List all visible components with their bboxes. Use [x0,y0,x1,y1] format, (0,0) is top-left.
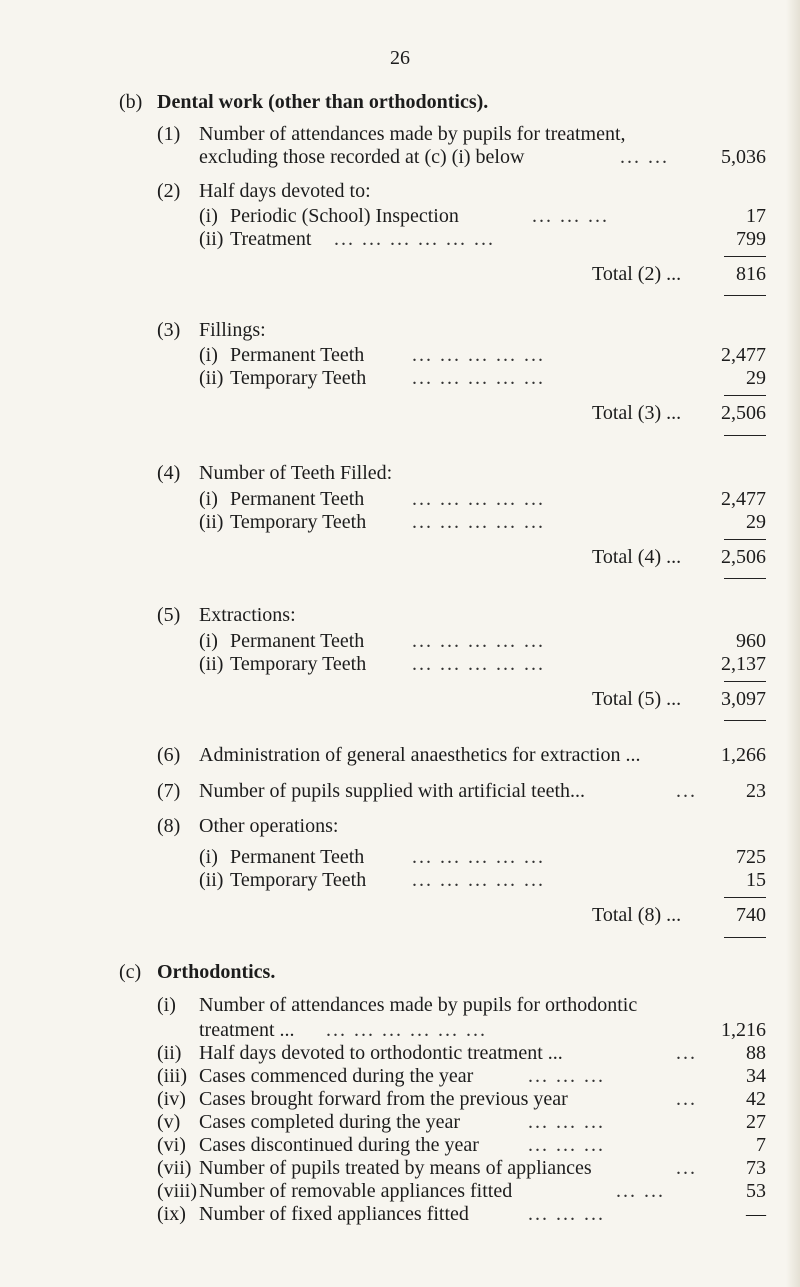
item-2-row-2-label: Treatment [230,228,312,250]
ortho-row-9-number: (ix) [157,1203,186,1225]
ortho-row-5-dots: ... ... ... [528,1111,605,1133]
item-2-heading: Half days devoted to: [199,180,371,202]
item-5-total-rule [724,681,766,682]
item-3-row-1-number: (i) [199,344,218,366]
ortho-row-4-value: 42 [746,1088,766,1110]
item-8-row-1-value: 725 [736,846,766,868]
item-6-number: (6) [157,744,181,766]
ortho-row-8-dots: ... ... [616,1180,665,1202]
item-4-total-value: 2,506 [721,546,766,568]
item-3-number: (3) [157,319,181,341]
item-5-total-value: 3,097 [721,688,766,710]
item-3-row-2-number: (ii) [199,367,224,389]
ortho-row-7-dots: ... [676,1157,697,1179]
item-8-total-underline [724,937,766,938]
item-2-total-label: Total (2) ... [592,263,682,285]
ortho-row-7-value: 73 [746,1157,766,1179]
item-1-number: (1) [157,123,181,145]
item-4-heading: Number of Teeth Filled: [199,462,393,484]
ortho-row-6-value: 7 [756,1134,766,1156]
item-6-value: 1,266 [721,744,766,766]
section-c-label: (c) [119,961,142,983]
item-4-row-1-label: Permanent Teeth [230,488,365,510]
item-2-row-1-number: (i) [199,205,218,227]
item-5-row-2-dots: ... ... ... ... ... [412,653,545,675]
ortho-row-2-dots: ... [676,1042,697,1064]
item-8-total-label: Total (8) ... [592,904,682,926]
item-8-heading: Other operations: [199,815,339,837]
item-4-total-label: Total (4) ... [592,546,682,568]
item-3-row-1-value: 2,477 [721,344,766,366]
item-4-row-2-dots: ... ... ... ... ... [412,511,545,533]
item-4-row-1-number: (i) [199,488,218,510]
section-b-title: Dental work (other than orthodontics). [157,91,489,113]
item-4-row-1-dots: ... ... ... ... ... [412,488,545,510]
ortho-row-1-value: 1,216 [721,1019,766,1041]
item-2-total-value: 816 [736,263,766,285]
ortho-row-2-label: Half days devoted to orthodontic treatment ... [199,1042,563,1064]
ortho-row-1-label: Number of attendances made by pupils for orthodontic [199,994,638,1016]
item-7-value: 23 [746,780,766,802]
ortho-row-7-number: (vii) [157,1157,192,1179]
ortho-row-9-dots: ... ... ... [528,1203,605,1225]
item-5-row-2-number: (ii) [199,653,224,675]
item-2-row-1-label: Periodic (School) Inspection [230,205,459,227]
ortho-row-9-value: — [746,1203,766,1225]
ortho-row-3-dots: ... ... ... [528,1065,605,1087]
ortho-row-5-value: 27 [746,1111,766,1133]
item-8-row-1-number: (i) [199,846,218,868]
item-5-row-1-dots: ... ... ... ... ... [412,630,545,652]
ortho-row-4-dots: ... [676,1088,697,1110]
item-5-heading: Extractions: [199,604,296,626]
item-5-row-1-value: 960 [736,630,766,652]
item-8-row-2-value: 15 [746,869,766,891]
page-edge-shadow [786,0,800,1287]
item-4-number: (4) [157,462,181,484]
item-3-row-1-label: Permanent Teeth [230,344,365,366]
item-8-row-2-dots: ... ... ... ... ... [412,869,545,891]
item-8-number: (8) [157,815,181,837]
item-8-total-value: 740 [736,904,766,926]
item-3-row-2-dots: ... ... ... ... ... [412,367,545,389]
item-4-total-rule [724,539,766,540]
item-5-row-1-number: (i) [199,630,218,652]
ortho-row-6-dots: ... ... ... [528,1134,605,1156]
ortho-row-2-number: (ii) [157,1042,182,1064]
item-3-total-value: 2,506 [721,402,766,424]
ortho-row-8-value: 53 [746,1180,766,1202]
item-8-row-1-dots: ... ... ... ... ... [412,846,545,868]
item-3-total-label: Total (3) ... [592,402,682,424]
item-4-row-1-value: 2,477 [721,488,766,510]
ortho-row-9-label: Number of fixed appliances fitted [199,1203,469,1225]
item-5-row-2-value: 2,137 [721,653,766,675]
item-3-total-rule [724,395,766,396]
item-1-leader-dots: ... ... [620,146,669,168]
item-2-row-2-dots: ... ... ... ... ... ... [334,228,495,250]
ortho-row-3-label: Cases commenced during the year [199,1065,474,1087]
item-3-heading: Fillings: [199,319,266,341]
ortho-row-5-label: Cases completed during the year [199,1111,461,1133]
ortho-row-4-number: (iv) [157,1088,186,1110]
item-8-row-2-number: (ii) [199,869,224,891]
item-2-number: (2) [157,180,181,202]
item-4-total-underline [724,578,766,579]
item-6-label: Administration of general anaesthetics for extraction ... [199,744,641,766]
ortho-row-1-number: (i) [157,994,176,1016]
ortho-row-3-value: 34 [746,1065,766,1087]
ortho-row-1-dots: ... ... ... ... ... ... [326,1019,487,1041]
item-2-total-rule [724,256,766,257]
item-1-label-line2: excluding those recorded at (c) (i) below [199,146,525,168]
item-7-number: (7) [157,780,181,802]
ortho-row-4-label: Cases brought forward from the previous year [199,1088,568,1110]
ortho-row-8-label: Number of removable appliances fitted [199,1180,513,1202]
ortho-row-3-number: (iii) [157,1065,187,1087]
item-1-label-line1: Number of attendances made by pupils for treatment, [199,123,626,145]
item-5-total-label: Total (5) ... [592,688,682,710]
ortho-row-7-label: Number of pupils treated by means of appliances [199,1157,592,1179]
item-2-row-2-value: 799 [736,228,766,250]
item-8-total-rule [724,897,766,898]
ortho-row-6-label: Cases discontinued during the year [199,1134,479,1156]
item-2-row-2-number: (ii) [199,228,224,250]
item-3-total-underline [724,435,766,436]
section-c-title: Orthodontics. [157,961,276,983]
item-1-value: 5,036 [721,146,766,168]
ortho-row-2-value: 88 [746,1042,766,1064]
item-4-row-2-number: (ii) [199,511,224,533]
item-7-label: Number of pupils supplied with artificial teeth... [199,780,586,802]
item-8-row-2-label: Temporary Teeth [230,869,367,891]
item-3-row-2-value: 29 [746,367,766,389]
page-number: 26 [390,47,410,69]
ortho-row-1-label-line2: treatment ... [199,1019,295,1041]
section-b-label: (b) [119,91,143,113]
item-2-total-underline [724,295,766,296]
item-5-number: (5) [157,604,181,626]
item-2-row-1-dots: ... ... ... [532,205,609,227]
ortho-row-8-number: (viii) [157,1180,197,1202]
item-4-row-2-label: Temporary Teeth [230,511,367,533]
item-2-row-1-value: 17 [746,205,766,227]
item-3-row-1-dots: ... ... ... ... ... [412,344,545,366]
item-4-row-2-value: 29 [746,511,766,533]
item-5-row-1-label: Permanent Teeth [230,630,365,652]
item-8-row-1-label: Permanent Teeth [230,846,365,868]
ortho-row-6-number: (vi) [157,1134,186,1156]
item-5-total-underline [724,720,766,721]
item-7-dots: ... [676,780,697,802]
ortho-row-5-number: (v) [157,1111,181,1133]
item-5-row-2-label: Temporary Teeth [230,653,367,675]
item-3-row-2-label: Temporary Teeth [230,367,367,389]
